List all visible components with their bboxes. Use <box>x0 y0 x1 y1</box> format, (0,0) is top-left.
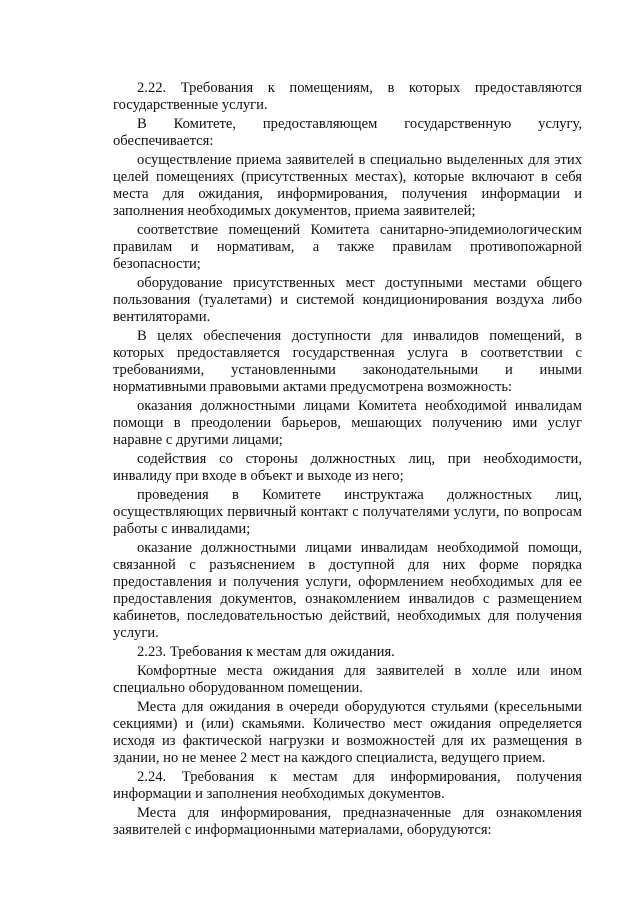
paragraph-accessibility: В целях обеспечения доступности для инвалидов помещений, в которых предоставляется государственная услуга в соответствии с требованиями, установленными законодательными и иными нормативными правовыми актами предусмотрена возможность: <box>113 328 582 395</box>
paragraph-sanitary-compliance: соответствие помещений Комитета санитарно-эпидемиологическим правилам и нормативам, а также правилам противопожарной безопасности; <box>113 222 582 272</box>
paragraph-waiting-seats: Места для ожидания в очереди оборудуются стульями (кресельными секциями) и (или) скамьями. Количество мест ожидания определяется исходя из фактической нагрузки и возможностей для их размещения в здании, но не менее 2 мест на каждого специалиста, ведущего прием. <box>113 699 582 766</box>
paragraph-assistance: оказания должностными лицами Комитета необходимой инвалидам помощи в преодолении барьеров, мешающих получению ими услуг наравне с другими лицами; <box>113 398 582 448</box>
paragraph-reception: осуществление приема заявителей в специально выделенных для этих целей помещениях (присутственных местах), которые включают в себя места для ожидания, информирования, получения информации и заполнения необходимых документов, приема заявителей; <box>113 152 582 219</box>
paragraph-2-23-heading: 2.23. Требования к местам для ожидания. <box>137 644 395 660</box>
paragraph-2-24-heading: 2.24. Требования к местам для информирования, получения информации и заполнения необходимых документов. <box>113 769 582 802</box>
document-page <box>113 80 582 841</box>
paragraph-equipment: оборудование присутственных мест доступными местами общего пользования (туалетами) и системой кондиционирования воздуха либо вентиляторами. <box>113 275 582 325</box>
paragraph-waiting-hall: Комфортные места ожидания для заявителей в холле или ином специально оборудованном помещении. <box>113 663 582 696</box>
paragraph-explanation-help: оказание должностными лицами инвалидам необходимой помощи, связанной с разъяснением в доступной для них форме порядка предоставления и получения услуги, оформлением необходимых для ее предоставления документов, ознакомлением инвалидов с размещением кабинетов, последовательностью действий, необходимых для получения услуги. <box>113 540 582 641</box>
paragraph-briefing: проведения в Комитете инструктажа должностных лиц, осуществляющих первичный контакт с получателями услуги, по вопросам работы с инвалидами; <box>113 487 582 537</box>
paragraph-2-22-heading: 2.22. Требования к помещениям, в которых предоставляются государственные услуги. <box>113 80 582 113</box>
paragraph-entry-help: содействия со стороны должностных лиц, при необходимости, инвалиду при входе в объект и выходе из него; <box>113 451 582 484</box>
paragraph-committee-provides: В Комитете, предоставляющем государственную услугу, обеспечивается: <box>113 116 582 149</box>
paragraph-info-places: Места для информирования, предназначенные для ознакомления заявителей с информационными материалами, оборудуются: <box>113 805 582 838</box>
